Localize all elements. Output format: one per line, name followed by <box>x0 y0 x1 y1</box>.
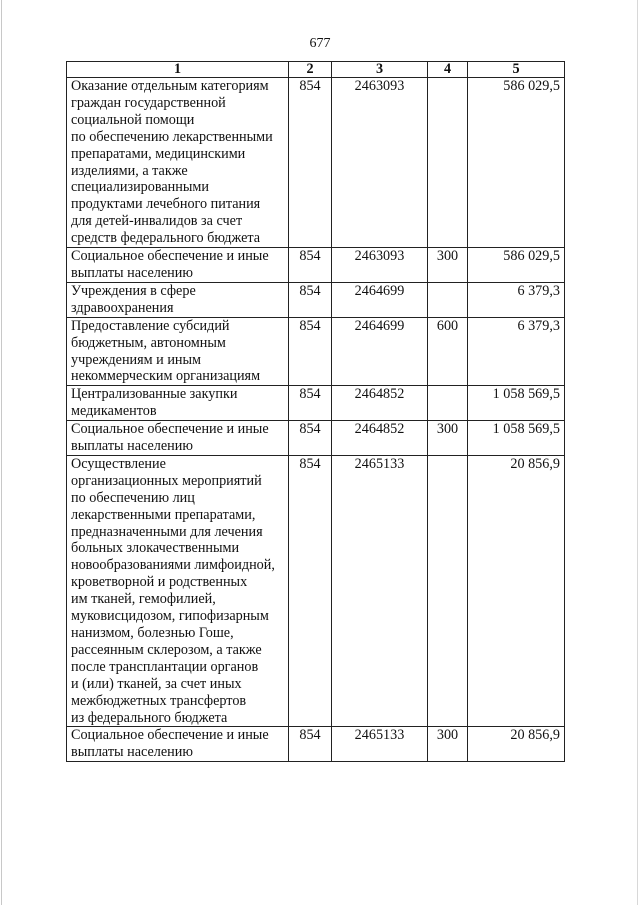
row-amount: 20 856,9 <box>468 727 565 762</box>
row-name: Социальное обеспечение и иные выплаты населению <box>67 248 289 283</box>
table-row <box>67 248 565 283</box>
row-name: Централизованные закупки медикаментов <box>67 386 289 421</box>
page-number: 677 <box>309 36 331 51</box>
row-target-article: 2463093 <box>332 248 428 283</box>
row-section: 854 <box>289 317 332 386</box>
row-section: 854 <box>289 78 332 248</box>
row-expense-type <box>428 282 468 317</box>
row-expense-type: 300 <box>428 727 468 762</box>
row-target-article: 2465133 <box>332 455 428 727</box>
table-body <box>67 78 565 762</box>
row-name: Социальное обеспечение и иные выплаты населению <box>67 421 289 456</box>
table-row <box>67 78 565 248</box>
row-target-article: 2463093 <box>332 78 428 248</box>
row-amount: 6 379,3 <box>468 317 565 386</box>
header-row <box>67 62 565 78</box>
row-target-article: 2464852 <box>332 421 428 456</box>
row-section: 854 <box>289 421 332 456</box>
scan-edge-left <box>1 0 2 905</box>
row-expense-type <box>428 455 468 727</box>
table-row <box>67 421 565 456</box>
row-name: Оказание отдельным категориям граждан государственной социальной помощи по обеспечению лекарственными препаратами, медицинскими изделиями, а также специализированными продуктами лечебного питания для детей-инвалидов за счет средств федерального бюджета <box>67 78 289 248</box>
row-target-article: 2464852 <box>332 386 428 421</box>
row-name: Осуществление организационных мероприятий по обеспечению лиц лекарственными препаратами, предназначенными для лечения больных злокачественными новообразованиями лимфоидной, кроветворной и родственных им тканей, гемофилией, муковисцидозом, гипофизарным нанизмом, болезнью Гоше, рассеянным склерозом, а также после трансплантации органов и (или) тканей, за счет иных межбюджетных трансфертов из федерального бюджета <box>67 455 289 727</box>
table-header <box>67 62 565 78</box>
row-expense-type: 300 <box>428 421 468 456</box>
row-section: 854 <box>289 727 332 762</box>
row-target-article: 2464699 <box>332 282 428 317</box>
row-amount: 1 058 569,5 <box>468 421 565 456</box>
header-col-4: 4 <box>428 62 468 78</box>
header-col-3: 3 <box>332 62 428 78</box>
header-col-2: 2 <box>289 62 332 78</box>
row-amount: 586 029,5 <box>468 248 565 283</box>
scan-edge-right <box>637 0 638 905</box>
table-row <box>67 455 565 727</box>
budget-table <box>66 61 565 762</box>
table-row <box>67 386 565 421</box>
row-expense-type <box>428 386 468 421</box>
table-row <box>67 727 565 762</box>
row-expense-type <box>428 78 468 248</box>
row-amount: 20 856,9 <box>468 455 565 727</box>
row-expense-type: 600 <box>428 317 468 386</box>
row-section: 854 <box>289 248 332 283</box>
table-row <box>67 282 565 317</box>
row-name: Учреждения в сфере здравоохранения <box>67 282 289 317</box>
header-col-5: 5 <box>468 62 565 78</box>
row-target-article: 2464699 <box>332 317 428 386</box>
table-row <box>67 317 565 386</box>
header-col-1: 1 <box>67 62 289 78</box>
row-name: Социальное обеспечение и иные выплаты населению <box>67 727 289 762</box>
row-amount: 586 029,5 <box>468 78 565 248</box>
row-name: Предоставление субсидий бюджетным, автономным учреждениям и иным некоммерческим организациям <box>67 317 289 386</box>
row-section: 854 <box>289 455 332 727</box>
row-amount: 1 058 569,5 <box>468 386 565 421</box>
row-section: 854 <box>289 282 332 317</box>
row-section: 854 <box>289 386 332 421</box>
row-expense-type: 300 <box>428 248 468 283</box>
row-target-article: 2465133 <box>332 727 428 762</box>
row-amount: 6 379,3 <box>468 282 565 317</box>
